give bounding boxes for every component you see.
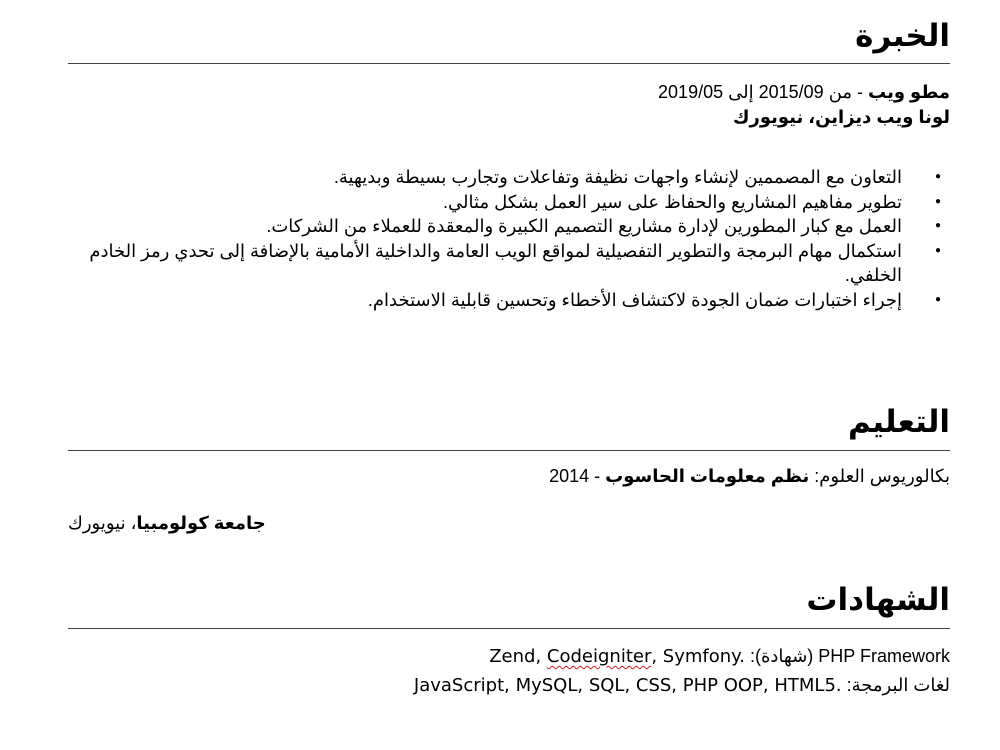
school-line [68,511,266,535]
employer: لونا ويب ديزاين، نيويورك [732,107,950,127]
list-item: ● استكمال مهام البرمجة والتطوير التفصيلية لمواقع الويب العامة والداخلية الأمامية بالإضافة إلى تحدي رمز الخادم الخلفي. [68,239,902,288]
list-item: ● العمل مع كبار المطورين لإدارة مشاريع التصميم الكبيرة والمعقدة للعملاء من الشركات. [68,214,902,239]
degree-prefix: بكالوريوس العلوم: [809,466,950,486]
frameworks-label: PHP Framework (شهادة): [744,646,950,666]
degree-year: - 2014 [549,466,606,486]
languages-label: لغات البرمجة: [841,675,950,695]
list-item: ● التعاون مع المصممين لإنشاء واجهات نظيفة وتفاعلات وتجارب بسيطة وبديهية. [68,165,902,190]
list-item: ● إجراء اختبارات ضمان الجودة لاكتشاف الأخطاء وتحسين قابلية الاستخدام. [68,288,902,313]
list-item: ● تطوير مفاهيم المشاريع والحفاظ على سير العمل بشكل مثالي. [68,190,902,215]
languages-line [414,673,950,698]
languages-value: JavaScript, MySQL, SQL, CSS, PHP OOP, HTML5. [413,675,842,696]
spelling-flagged-word: Codeigniter [546,646,652,667]
degree-major: نظم معلومات الحاسوب [605,466,810,486]
frameworks-value: Zend, Codeigniter, Symfony. [489,646,745,667]
frameworks-line [489,644,950,669]
education-heading: التعليم [847,404,950,439]
job-title: مطو ويب [868,82,950,102]
certifications-divider [68,628,950,629]
school-location: ، نيويورك [68,513,137,533]
resume-page [68,0,950,750]
experience-divider [68,63,950,64]
job-date-range: - من 2015/09 إلى 2019/05 [658,82,869,102]
school-name: جامعة كولومبيا [136,513,266,533]
certifications-heading: الشهادات [806,582,950,617]
experience-heading: الخبرة [855,18,950,53]
duties-list [68,165,950,312]
job-title-line [658,80,950,104]
degree-line [549,464,950,488]
education-divider [68,450,950,451]
